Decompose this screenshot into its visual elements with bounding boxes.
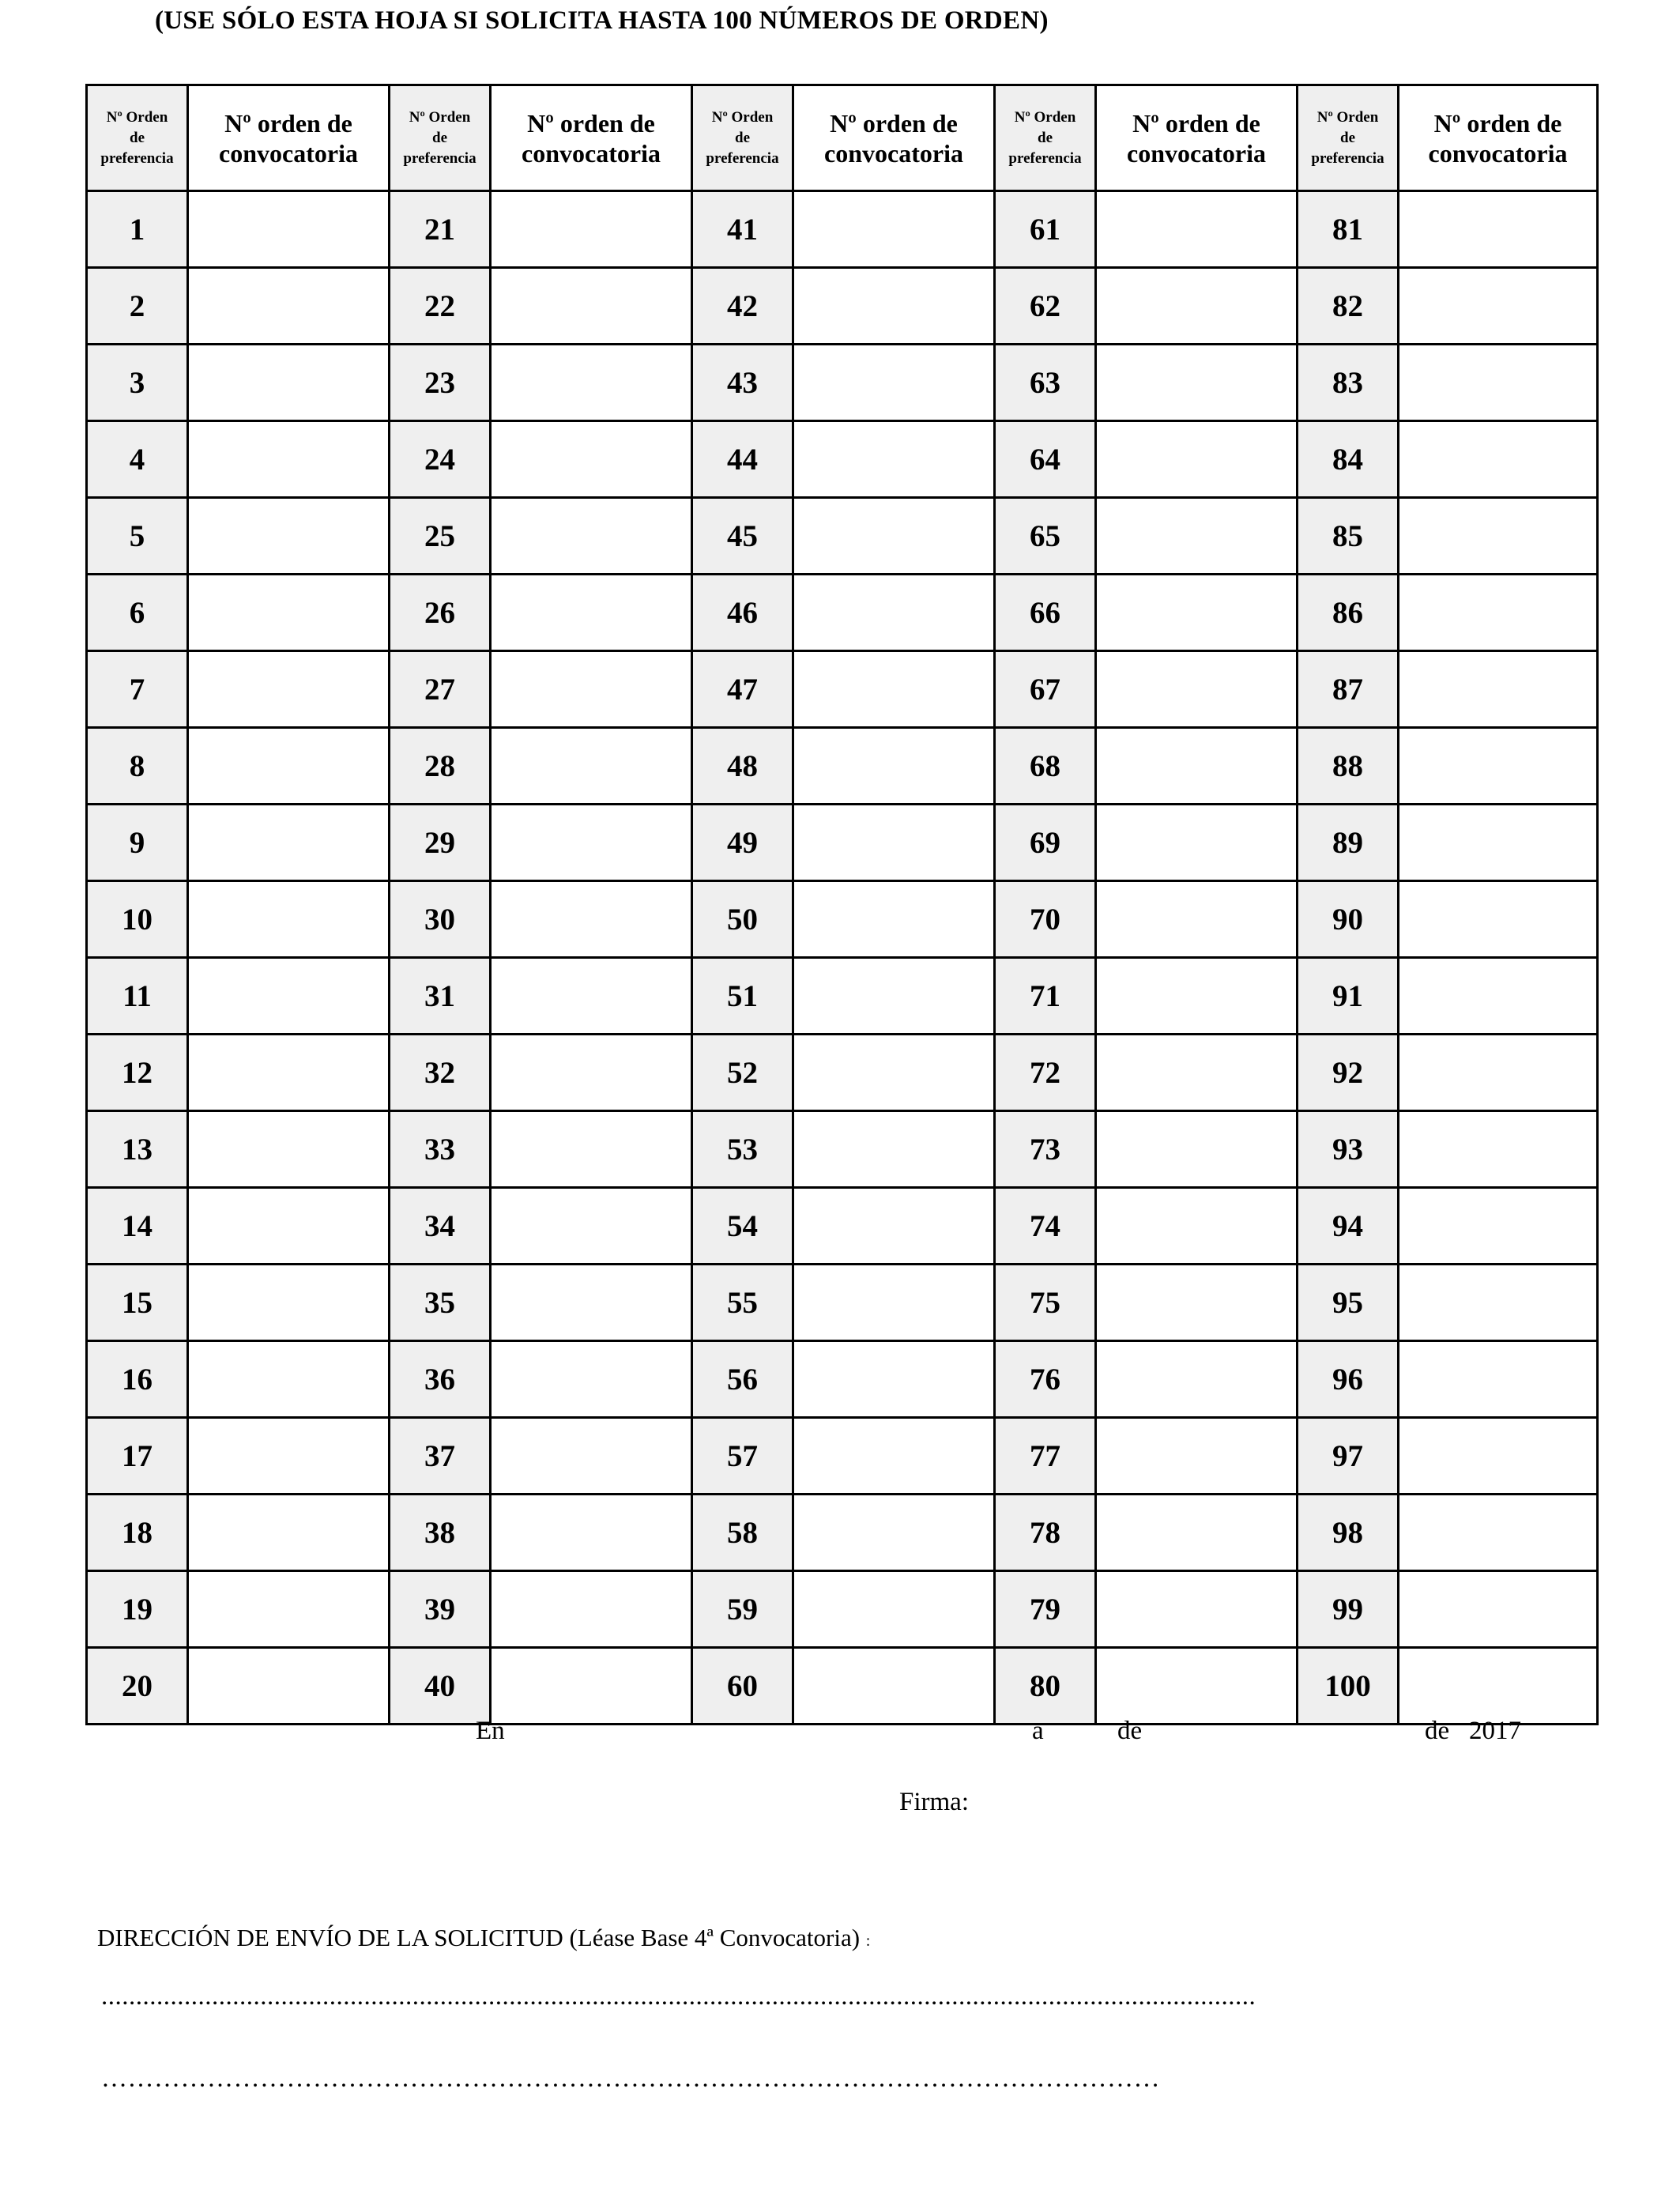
convocatoria-number-input-cell[interactable] — [491, 1265, 692, 1341]
table-row — [87, 1571, 1598, 1648]
preference-number-cell: 54 — [692, 1188, 793, 1265]
preference-number-cell: 52 — [692, 1035, 793, 1111]
preference-number-cell: 8 — [87, 728, 188, 805]
convocatoria-number-input-cell[interactable] — [793, 651, 995, 728]
table-row — [87, 421, 1598, 498]
header-convocatoria-line: convocatoria — [219, 138, 358, 168]
convocatoria-number-input-cell[interactable] — [793, 1495, 995, 1571]
header-preference-line: preferencia — [100, 149, 174, 167]
header-preference-order — [995, 85, 1096, 191]
preference-number-cell: 65 — [995, 498, 1096, 575]
preference-number-cell: 70 — [995, 881, 1096, 958]
header-preference-line: de — [432, 129, 447, 146]
header-preference-line: Nº Orden — [409, 108, 471, 126]
convocatoria-number-input-cell[interactable] — [188, 1418, 390, 1495]
header-convocatoria-order — [1096, 85, 1298, 191]
header-preference-order — [87, 85, 188, 191]
preference-number-cell: 87 — [1298, 651, 1399, 728]
header-convocatoria-order — [793, 85, 995, 191]
convocatoria-number-input-cell[interactable] — [491, 345, 692, 421]
table-row — [87, 1265, 1598, 1341]
preference-number-cell: 61 — [995, 191, 1096, 268]
convocatoria-number-input-cell[interactable] — [793, 1265, 995, 1341]
convocatoria-number-input-cell[interactable] — [491, 728, 692, 805]
preference-number-cell: 29 — [390, 805, 491, 881]
convocatoria-number-input-cell[interactable] — [1399, 268, 1598, 345]
convocatoria-number-input-cell[interactable] — [1096, 1265, 1298, 1341]
header-preference-order — [390, 85, 491, 191]
preference-number-cell: 77 — [995, 1418, 1096, 1495]
convocatoria-number-input-cell[interactable] — [793, 1571, 995, 1648]
convocatoria-number-input-cell[interactable] — [1399, 191, 1598, 268]
header-preference-line: preferencia — [1008, 149, 1082, 167]
convocatoria-number-input-cell[interactable] — [793, 421, 995, 498]
table-row — [87, 191, 1598, 268]
convocatoria-number-input-cell[interactable] — [1096, 1188, 1298, 1265]
preference-number-cell: 53 — [692, 1111, 793, 1188]
convocatoria-number-input-cell[interactable] — [188, 1341, 390, 1418]
preference-number-cell: 85 — [1298, 498, 1399, 575]
preference-number-cell: 56 — [692, 1341, 793, 1418]
preference-number-cell: 31 — [390, 958, 491, 1035]
preference-number-cell: 33 — [390, 1111, 491, 1188]
table-row — [87, 1418, 1598, 1495]
preference-number-cell: 80 — [995, 1648, 1096, 1725]
preference-number-cell: 63 — [995, 345, 1096, 421]
preference-number-cell: 4 — [87, 421, 188, 498]
preference-number-cell: 86 — [1298, 575, 1399, 651]
convocatoria-number-input-cell[interactable] — [188, 1188, 390, 1265]
convocatoria-number-input-cell[interactable] — [1096, 191, 1298, 268]
header-convocatoria-line: convocatoria — [1428, 138, 1568, 168]
preference-number-cell: 96 — [1298, 1341, 1399, 1418]
convocatoria-number-input-cell[interactable] — [491, 1648, 692, 1725]
convocatoria-number-input-cell[interactable] — [188, 805, 390, 881]
convocatoria-number-input-cell[interactable] — [188, 728, 390, 805]
table-row — [87, 498, 1598, 575]
convocatoria-number-input-cell[interactable] — [491, 1188, 692, 1265]
preference-number-cell: 48 — [692, 728, 793, 805]
preference-number-cell: 69 — [995, 805, 1096, 881]
header-preference-line: de — [1340, 129, 1355, 146]
preference-number-cell: 59 — [692, 1571, 793, 1648]
preference-number-cell: 23 — [390, 345, 491, 421]
convocatoria-number-input-cell[interactable] — [793, 728, 995, 805]
preference-number-cell: 5 — [87, 498, 188, 575]
preference-number-cell: 45 — [692, 498, 793, 575]
convocatoria-number-input-cell[interactable] — [1399, 345, 1598, 421]
preference-number-cell: 2 — [87, 268, 188, 345]
convocatoria-number-input-cell[interactable] — [491, 575, 692, 651]
table-row — [87, 1035, 1598, 1111]
convocatoria-number-input-cell[interactable] — [1399, 881, 1598, 958]
preference-number-cell: 1 — [87, 191, 188, 268]
convocatoria-number-input-cell[interactable] — [1399, 1188, 1598, 1265]
preference-number-cell: 51 — [692, 958, 793, 1035]
header-preference-line: de — [1038, 129, 1053, 146]
header-convocatoria-line: convocatoria — [1127, 138, 1266, 168]
convocatoria-number-input-cell[interactable] — [1096, 1035, 1298, 1111]
preference-number-cell: 18 — [87, 1495, 188, 1571]
header-preference-order — [1298, 85, 1399, 191]
convocatoria-number-input-cell[interactable] — [188, 1035, 390, 1111]
preference-number-cell: 30 — [390, 881, 491, 958]
preference-number-cell: 43 — [692, 345, 793, 421]
preference-number-cell: 67 — [995, 651, 1096, 728]
convocatoria-number-input-cell[interactable] — [188, 498, 390, 575]
header-preference-line: preferencia — [1311, 149, 1384, 167]
preference-number-cell: 92 — [1298, 1035, 1399, 1111]
preference-number-cell: 28 — [390, 728, 491, 805]
convocatoria-number-input-cell[interactable] — [1096, 1418, 1298, 1495]
convocatoria-number-input-cell[interactable] — [491, 1418, 692, 1495]
table-row — [87, 728, 1598, 805]
convocatoria-number-input-cell[interactable] — [1399, 805, 1598, 881]
convocatoria-number-input-cell[interactable] — [491, 421, 692, 498]
preference-number-cell: 37 — [390, 1418, 491, 1495]
preference-number-cell: 91 — [1298, 958, 1399, 1035]
convocatoria-number-input-cell[interactable] — [188, 191, 390, 268]
preference-order-table — [85, 84, 1599, 1725]
convocatoria-number-input-cell[interactable] — [188, 1495, 390, 1571]
preference-number-cell: 100 — [1298, 1648, 1399, 1725]
preference-number-cell: 97 — [1298, 1418, 1399, 1495]
convocatoria-number-input-cell[interactable] — [491, 1571, 692, 1648]
preference-number-cell: 60 — [692, 1648, 793, 1725]
preference-number-cell: 11 — [87, 958, 188, 1035]
header-preference-line: preferencia — [706, 149, 779, 167]
convocatoria-number-input-cell[interactable] — [188, 881, 390, 958]
preference-number-cell: 14 — [87, 1188, 188, 1265]
convocatoria-number-input-cell[interactable] — [1096, 1111, 1298, 1188]
convocatoria-number-input-cell[interactable] — [1096, 958, 1298, 1035]
convocatoria-number-input-cell[interactable] — [1399, 1648, 1598, 1725]
preference-number-cell: 74 — [995, 1188, 1096, 1265]
preference-number-cell: 68 — [995, 728, 1096, 805]
preference-number-cell: 22 — [390, 268, 491, 345]
convocatoria-number-input-cell[interactable] — [1399, 1265, 1598, 1341]
preference-number-cell: 55 — [692, 1265, 793, 1341]
header-convocatoria-line: Nº orden de — [527, 108, 655, 138]
table-row — [87, 268, 1598, 345]
convocatoria-number-input-cell[interactable] — [491, 1341, 692, 1418]
preference-number-cell: 38 — [390, 1495, 491, 1571]
preference-number-cell: 12 — [87, 1035, 188, 1111]
preference-number-cell: 90 — [1298, 881, 1399, 958]
preference-number-cell: 7 — [87, 651, 188, 728]
convocatoria-number-input-cell[interactable] — [491, 268, 692, 345]
convocatoria-number-input-cell[interactable] — [1096, 1495, 1298, 1571]
table-row — [87, 1648, 1598, 1725]
preference-number-cell: 99 — [1298, 1571, 1399, 1648]
preference-number-cell: 57 — [692, 1418, 793, 1495]
convocatoria-number-input-cell[interactable] — [491, 1035, 692, 1111]
table-row — [87, 1341, 1598, 1418]
convocatoria-number-input-cell[interactable] — [793, 1341, 995, 1418]
table-row — [87, 1111, 1598, 1188]
header-convocatoria-line: Nº orden de — [224, 108, 352, 138]
preference-number-cell: 81 — [1298, 191, 1399, 268]
preference-number-cell: 40 — [390, 1648, 491, 1725]
convocatoria-number-input-cell[interactable] — [188, 958, 390, 1035]
convocatoria-number-input-cell[interactable] — [1096, 881, 1298, 958]
convocatoria-number-input-cell[interactable] — [1399, 575, 1598, 651]
table-row — [87, 881, 1598, 958]
convocatoria-number-input-cell[interactable] — [1096, 575, 1298, 651]
table-row — [87, 651, 1598, 728]
table-row — [87, 1495, 1598, 1571]
header-convocatoria-line: convocatoria — [824, 138, 963, 168]
signature-label: Firma: — [899, 1788, 969, 1816]
convocatoria-number-input-cell[interactable] — [188, 651, 390, 728]
convocatoria-number-input-cell[interactable] — [793, 1188, 995, 1265]
header-preference-line: de — [735, 129, 750, 146]
convocatoria-number-input-cell[interactable] — [793, 805, 995, 881]
convocatoria-number-input-cell[interactable] — [188, 421, 390, 498]
convocatoria-number-input-cell[interactable] — [188, 1648, 390, 1725]
header-convocatoria-line: Nº orden de — [1132, 108, 1260, 138]
address-line-2[interactable]: ………………………………………………………………………………………………………… — [101, 2064, 1160, 2093]
preference-number-cell: 93 — [1298, 1111, 1399, 1188]
header-preference-line: Nº Orden — [106, 108, 168, 126]
header-convocatoria-order — [491, 85, 692, 191]
preference-number-cell: 34 — [390, 1188, 491, 1265]
header-convocatoria-line: Nº orden de — [830, 108, 958, 138]
convocatoria-number-input-cell[interactable] — [793, 498, 995, 575]
convocatoria-number-input-cell[interactable] — [1399, 498, 1598, 575]
preference-number-cell: 50 — [692, 881, 793, 958]
header-preference-line: Nº Orden — [711, 108, 774, 126]
preference-number-cell: 26 — [390, 575, 491, 651]
convocatoria-number-input-cell[interactable] — [1096, 421, 1298, 498]
convocatoria-number-input-cell[interactable] — [793, 268, 995, 345]
convocatoria-number-input-cell[interactable] — [491, 498, 692, 575]
place-label: En — [476, 1717, 505, 1745]
preference-number-cell: 6 — [87, 575, 188, 651]
year-value: 2017 — [1469, 1717, 1521, 1745]
preference-number-cell: 98 — [1298, 1495, 1399, 1571]
preference-number-cell: 83 — [1298, 345, 1399, 421]
convocatoria-number-input-cell[interactable] — [188, 1265, 390, 1341]
preference-number-cell: 94 — [1298, 1188, 1399, 1265]
preference-number-cell: 72 — [995, 1035, 1096, 1111]
preference-number-cell: 36 — [390, 1341, 491, 1418]
convocatoria-number-input-cell[interactable] — [1399, 1111, 1598, 1188]
header-convocatoria-line: Nº orden de — [1433, 108, 1562, 138]
convocatoria-number-input-cell[interactable] — [1399, 728, 1598, 805]
preference-number-cell: 35 — [390, 1265, 491, 1341]
convocatoria-number-input-cell[interactable] — [793, 345, 995, 421]
convocatoria-number-input-cell[interactable] — [793, 1418, 995, 1495]
convocatoria-number-input-cell[interactable] — [188, 268, 390, 345]
preference-number-cell: 20 — [87, 1648, 188, 1725]
preference-number-cell: 71 — [995, 958, 1096, 1035]
convocatoria-number-input-cell[interactable] — [1399, 1418, 1598, 1495]
convocatoria-number-input-cell[interactable] — [491, 191, 692, 268]
preference-number-cell: 3 — [87, 345, 188, 421]
convocatoria-number-input-cell[interactable] — [793, 958, 995, 1035]
header-convocatoria-order — [1399, 85, 1598, 191]
preference-number-cell: 39 — [390, 1571, 491, 1648]
table-row — [87, 345, 1598, 421]
preference-number-cell: 78 — [995, 1495, 1096, 1571]
convocatoria-number-input-cell[interactable] — [1096, 805, 1298, 881]
convocatoria-number-input-cell[interactable] — [793, 1111, 995, 1188]
preference-number-cell: 89 — [1298, 805, 1399, 881]
preference-number-cell: 62 — [995, 268, 1096, 345]
convocatoria-number-input-cell[interactable] — [793, 191, 995, 268]
convocatoria-number-input-cell[interactable] — [1399, 958, 1598, 1035]
preference-number-cell: 64 — [995, 421, 1096, 498]
convocatoria-number-input-cell[interactable] — [1096, 498, 1298, 575]
convocatoria-number-input-cell[interactable] — [188, 345, 390, 421]
table-row — [87, 575, 1598, 651]
header-preference-line: Nº Orden — [1014, 108, 1076, 126]
convocatoria-number-input-cell[interactable] — [1399, 651, 1598, 728]
table-header-row — [87, 85, 1598, 191]
preference-number-cell: 47 — [692, 651, 793, 728]
preference-number-cell: 73 — [995, 1111, 1096, 1188]
preference-number-cell: 9 — [87, 805, 188, 881]
preference-number-cell: 16 — [87, 1341, 188, 1418]
convocatoria-number-input-cell[interactable] — [1399, 1035, 1598, 1111]
convocatoria-number-input-cell[interactable] — [793, 575, 995, 651]
convocatoria-number-input-cell[interactable] — [1096, 268, 1298, 345]
convocatoria-number-input-cell[interactable] — [491, 805, 692, 881]
preference-number-cell: 49 — [692, 805, 793, 881]
convocatoria-number-input-cell[interactable] — [1399, 1571, 1598, 1648]
preference-number-cell: 15 — [87, 1265, 188, 1341]
preference-number-cell: 82 — [1298, 268, 1399, 345]
convocatoria-number-input-cell[interactable] — [793, 881, 995, 958]
convocatoria-number-input-cell[interactable] — [1096, 1571, 1298, 1648]
preference-number-cell: 79 — [995, 1571, 1096, 1648]
preference-number-cell: 58 — [692, 1495, 793, 1571]
preference-number-cell: 44 — [692, 421, 793, 498]
address-label — [97, 1924, 870, 1952]
convocatoria-number-input-cell[interactable] — [491, 1495, 692, 1571]
address-label-colon: : — [865, 1932, 871, 1950]
header-preference-line: de — [130, 129, 145, 146]
convocatoria-number-input-cell[interactable] — [1399, 1341, 1598, 1418]
preference-number-cell: 13 — [87, 1111, 188, 1188]
preference-number-cell: 46 — [692, 575, 793, 651]
convocatoria-number-input-cell[interactable] — [491, 651, 692, 728]
table-row — [87, 1188, 1598, 1265]
year-prefix-label: de — [1425, 1717, 1450, 1745]
preference-number-cell: 17 — [87, 1418, 188, 1495]
preference-number-cell: 19 — [87, 1571, 188, 1648]
convocatoria-number-input-cell[interactable] — [491, 881, 692, 958]
convocatoria-number-input-cell[interactable] — [1399, 1495, 1598, 1571]
address-line-1[interactable]: ....................................................................................................................................................................... — [101, 1982, 1256, 2011]
header-convocatoria-line: convocatoria — [522, 138, 661, 168]
header-preference-line: preferencia — [403, 149, 477, 167]
convocatoria-number-input-cell[interactable] — [1096, 651, 1298, 728]
header-preference-line: Nº Orden — [1317, 108, 1379, 126]
month-label: de — [1117, 1717, 1143, 1745]
preference-number-cell: 88 — [1298, 728, 1399, 805]
preference-number-cell: 42 — [692, 268, 793, 345]
preference-number-cell: 41 — [692, 191, 793, 268]
table-row — [87, 958, 1598, 1035]
header-preference-order — [692, 85, 793, 191]
preference-number-cell: 21 — [390, 191, 491, 268]
convocatoria-number-input-cell[interactable] — [1096, 728, 1298, 805]
convocatoria-number-input-cell[interactable] — [1096, 1341, 1298, 1418]
preference-number-cell: 95 — [1298, 1265, 1399, 1341]
preference-number-cell: 76 — [995, 1341, 1096, 1418]
convocatoria-number-input-cell[interactable] — [491, 958, 692, 1035]
convocatoria-number-input-cell[interactable] — [491, 1111, 692, 1188]
convocatoria-number-input-cell[interactable] — [188, 1111, 390, 1188]
day-label: a — [1032, 1717, 1044, 1745]
convocatoria-number-input-cell[interactable] — [188, 575, 390, 651]
preference-number-cell: 10 — [87, 881, 188, 958]
preference-number-cell: 32 — [390, 1035, 491, 1111]
convocatoria-number-input-cell[interactable] — [1399, 421, 1598, 498]
preference-number-cell: 75 — [995, 1265, 1096, 1341]
preference-number-cell: 66 — [995, 575, 1096, 651]
preference-number-cell: 24 — [390, 421, 491, 498]
preference-number-cell: 25 — [390, 498, 491, 575]
convocatoria-number-input-cell[interactable] — [793, 1648, 995, 1725]
page-title: (USE SÓLO ESTA HOJA SI SOLICITA HASTA 100 NÚMEROS DE ORDEN) — [155, 6, 1049, 35]
convocatoria-number-input-cell[interactable] — [188, 1571, 390, 1648]
convocatoria-number-input-cell[interactable] — [1096, 345, 1298, 421]
convocatoria-number-input-cell[interactable] — [1096, 1648, 1298, 1725]
preference-number-cell: 84 — [1298, 421, 1399, 498]
address-label-text: DIRECCIÓN DE ENVÍO DE LA SOLICITUD (Léase Base 4ª Convocatoria) — [97, 1924, 861, 1951]
table-row — [87, 805, 1598, 881]
convocatoria-number-input-cell[interactable] — [793, 1035, 995, 1111]
preference-number-cell: 27 — [390, 651, 491, 728]
header-convocatoria-order — [188, 85, 390, 191]
